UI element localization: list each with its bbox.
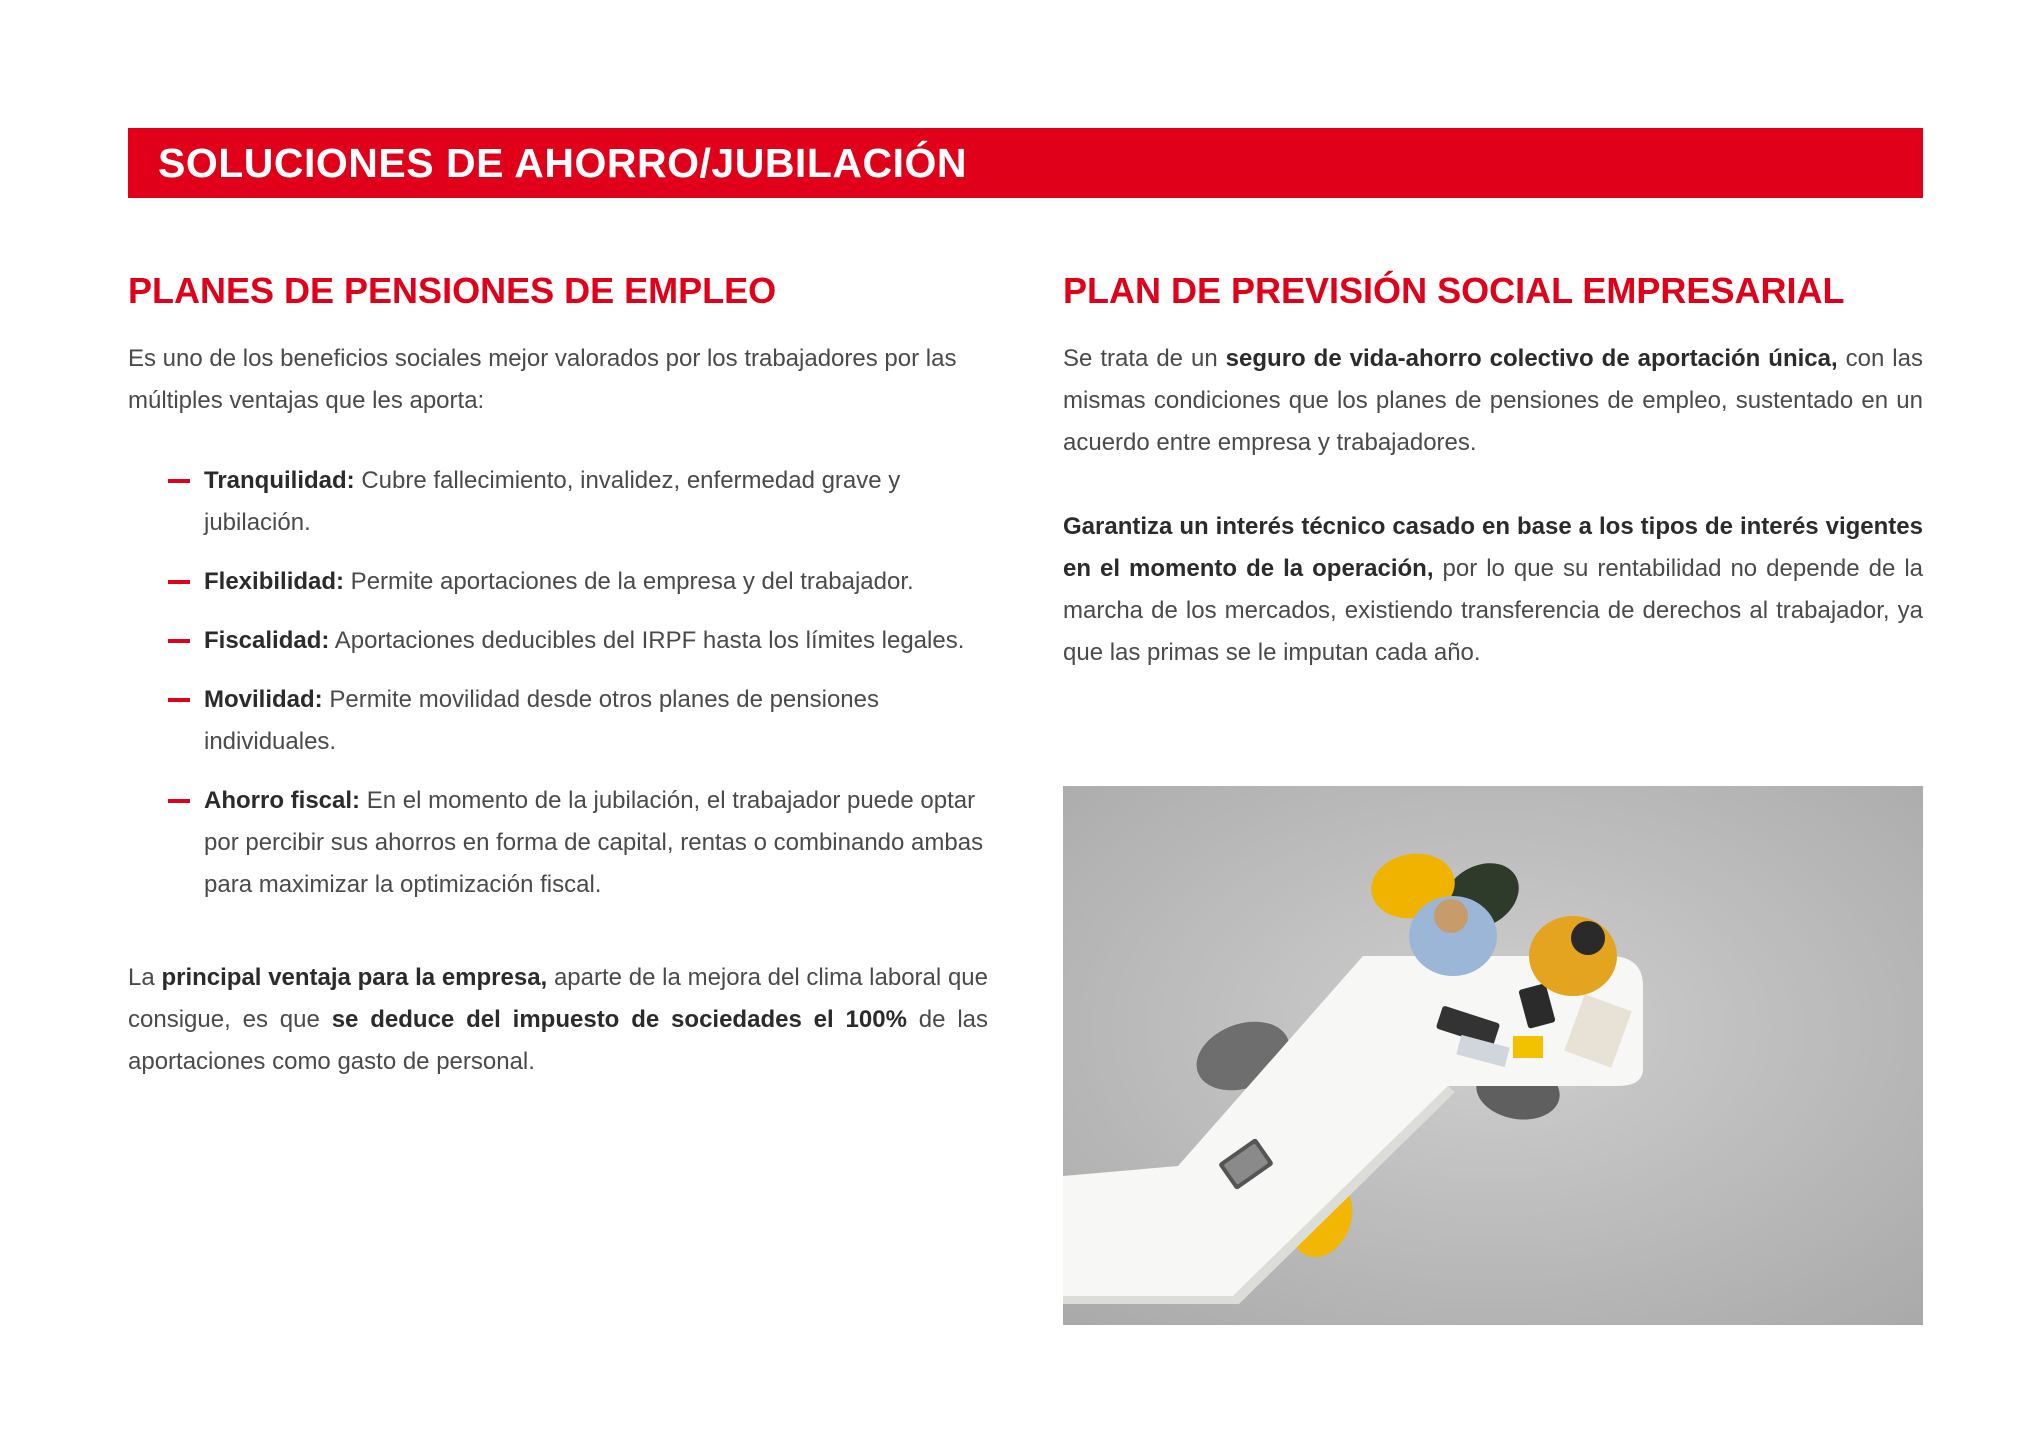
right-paragraph-1 [1063, 338, 1923, 464]
paragraph-text: por lo que su rentabilidad no depende de la marcha de los mercados, existiendo transferencia de derechos al trabajador, ya que las primas se le imputan cada año. [1063, 555, 1923, 666]
right-column [1063, 270, 1923, 674]
section-banner [128, 128, 1923, 198]
dash-icon [168, 580, 190, 584]
benefit-text: En el momento de la jubilación, el trabajador puede optar por percibir sus ahorros en forma de capital, rentas o combinando ambas para maximizar la optimización fiscal. [204, 787, 984, 898]
left-heading: PLANES DE PENSIONES DE EMPLEO [128, 270, 777, 311]
paragraph-bold: Garantiza un interés técnico casado en base a los tipos de interés vigentes en el momento de la operación, [1063, 513, 1923, 582]
benefit-item [168, 460, 988, 544]
dash-icon [168, 479, 190, 483]
paragraph-text: Se trata de un [1063, 345, 1226, 372]
right-paragraph-2 [1063, 506, 1923, 674]
paragraph-bold: seguro de vida-ahorro colectivo de aportación única, [1225, 345, 1838, 372]
office-photo-illustration [1063, 786, 1923, 1325]
benefit-text: Permite movilidad desde otros planes de pensiones individuales. [204, 686, 879, 755]
closing-text: aparte de la mejora del clima laboral que consigue, es que [128, 964, 988, 1033]
closing-bold: se deduce del impuesto de sociedades el 100% [331, 1006, 907, 1033]
right-heading: PLAN DE PREVISIÓN SOCIAL EMPRESARIAL [1063, 270, 1845, 311]
closing-text: de las aportaciones como gasto de personal. [128, 1006, 988, 1075]
office-photo [1063, 786, 1923, 1325]
closing-text: La [128, 964, 162, 991]
dash-icon [168, 639, 190, 643]
benefit-term: Fiscalidad: [204, 627, 330, 654]
benefits-list [128, 460, 988, 906]
banner-title: SOLUCIONES DE AHORRO/JUBILACIÓN [158, 139, 967, 186]
benefit-item [168, 780, 988, 906]
left-closing [128, 957, 988, 1083]
paragraph-text: con las mismas condiciones que los planes de pensiones de empleo, sustentado en un acuerdo entre empresa y trabajadores. [1063, 345, 1923, 456]
benefit-item [168, 620, 988, 662]
benefit-term: Tranquilidad: [204, 467, 355, 494]
closing-bold: principal ventaja para la empresa, [161, 964, 548, 991]
benefit-term: Movilidad: [204, 686, 323, 713]
benefit-text: Permite aportaciones de la empresa y del trabajador. [344, 568, 914, 595]
benefit-term: Ahorro fiscal: [204, 787, 361, 814]
benefit-text: Aportaciones deducibles del IRPF hasta los límites legales. [329, 627, 965, 654]
benefit-item [168, 679, 988, 763]
benefit-term: Flexibilidad: [204, 568, 345, 595]
left-intro: Es uno de los beneficios sociales mejor valorados por los trabajadores por las múltiples ventajas que les aporta: [128, 345, 957, 414]
dash-icon [168, 698, 190, 702]
benefit-item [168, 561, 988, 603]
dash-icon [168, 799, 190, 803]
benefit-text: Cubre fallecimiento, invalidez, enfermedad grave y jubilación. [204, 467, 901, 536]
left-column [128, 270, 988, 1083]
